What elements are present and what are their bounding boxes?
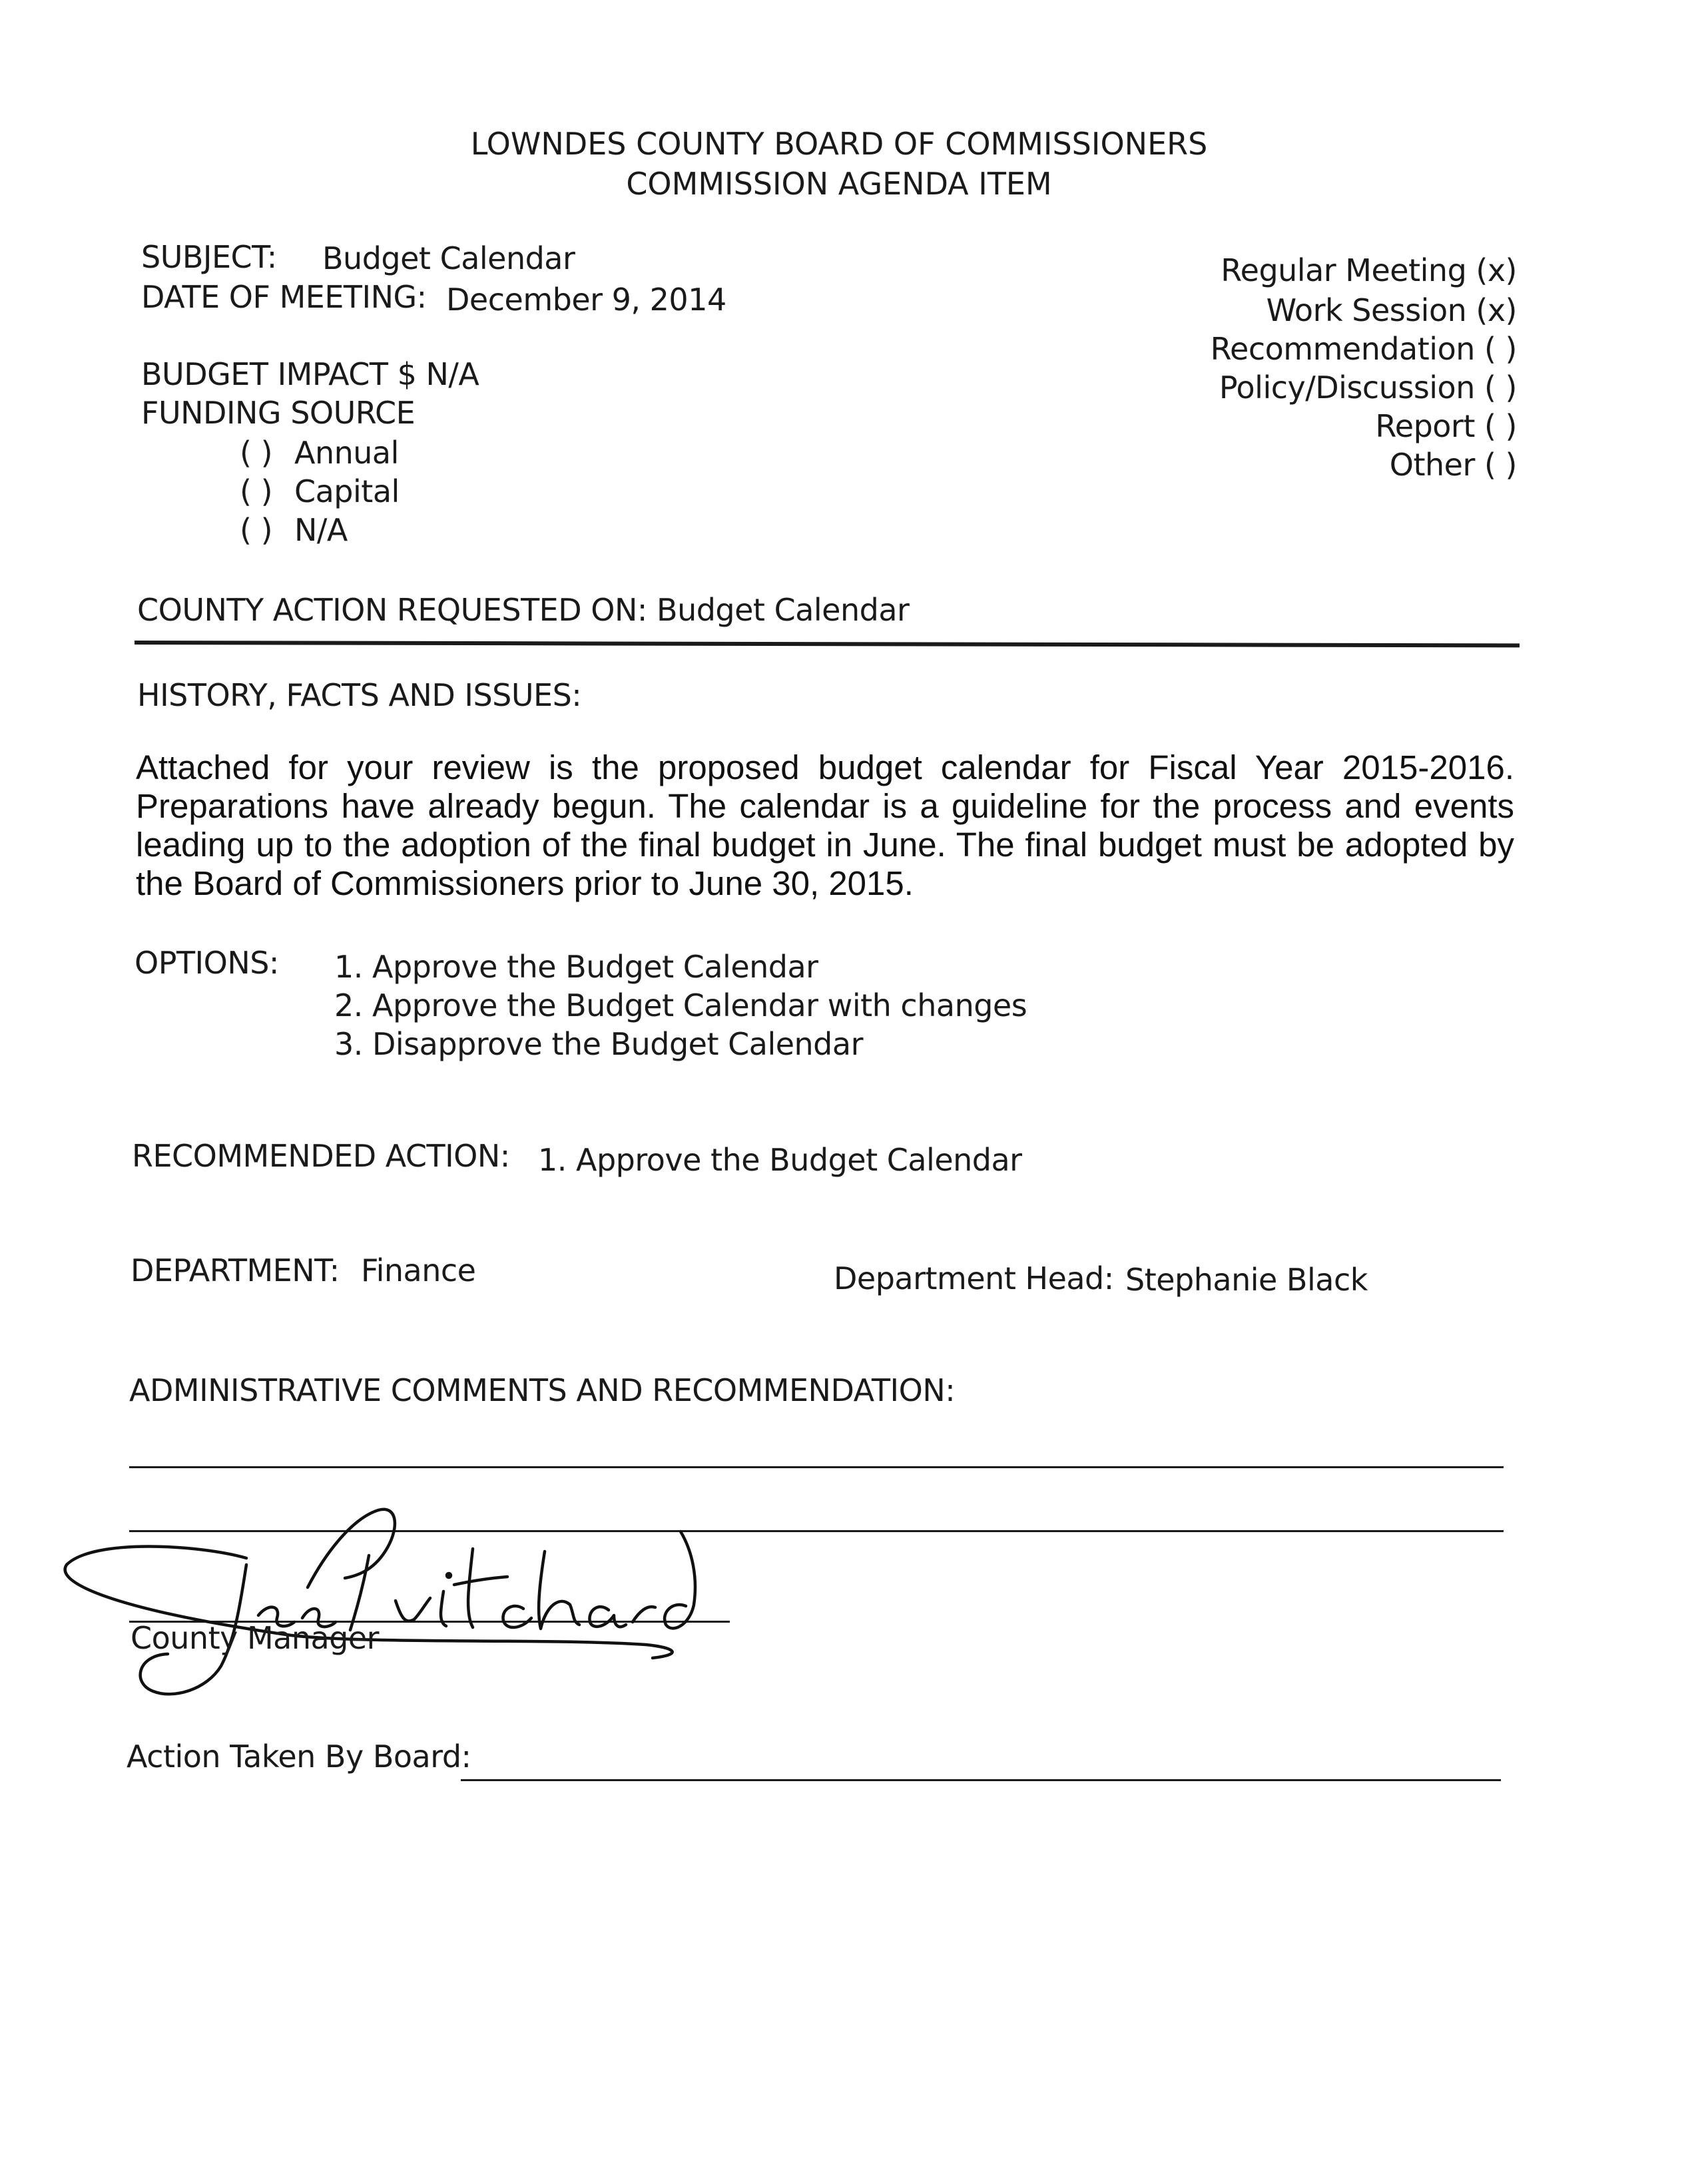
funding-na-label: N/A [294,512,348,548]
funding-annual-label: Annual [294,435,399,471]
department-head-label: Department Head: [834,1260,1114,1296]
action-taken-line [461,1779,1501,1781]
funding-na-box: ( ) [240,512,273,548]
funding-capital-label: Capital [294,473,400,509]
option-item-3: 3. Disapprove the Budget Calendar [334,1026,863,1062]
recommended-action-value: 1. Approve the Budget Calendar [538,1142,1022,1178]
option-item-1: 1. Approve the Budget Calendar [334,949,818,985]
option-item-2: 2. Approve the Budget Calendar with changes [334,987,1027,1023]
department-label: DEPARTMENT: [131,1252,340,1288]
funding-annual-box: ( ) [240,435,273,471]
budget-impact: BUDGET IMPACT $ N/A [141,356,479,392]
funding-source-label: FUNDING SOURCE [141,395,416,431]
subject-label: SUBJECT: [141,239,277,275]
department-value: Finance [361,1252,476,1288]
date-of-meeting-label: DATE OF MEETING: [141,279,427,315]
funding-capital-box: ( ) [240,473,273,509]
county-manager-label: County Manager [131,1620,380,1656]
meeting-type-recommendation: Recommendation ( ) [1210,331,1517,367]
meeting-type-work-session: Work Session (x) [1266,292,1517,328]
meeting-type-report: Report ( ) [1375,408,1517,444]
options-label: OPTIONS: [135,945,279,981]
subject-value: Budget Calendar [322,240,575,276]
action-taken-label: Action Taken By Board: [127,1739,471,1774]
date-of-meeting-value: December 9, 2014 [446,282,726,318]
history-paragraph: Attached for your review is the proposed budget calendar for Fiscal Year 2015-2016. Preparations have already begun. The calendar is a guideline for the process and events leading up to the adoption of the final budget in June. The final budget must be adopted by the Board of Commissioners prior to June 30, 2015. [136,748,1514,902]
recommended-action-label: RECOMMENDED ACTION: [132,1138,510,1174]
comment-line-1 [129,1466,1504,1468]
meeting-type-other: Other ( ) [1389,447,1517,483]
meeting-type-policy-discussion: Policy/Discussion ( ) [1219,370,1517,406]
history-heading: HISTORY, FACTS AND ISSUES: [137,677,582,713]
signature-image [47,1492,719,1711]
admin-comments-label: ADMINISTRATIVE COMMENTS AND RECOMMENDATION: [129,1372,956,1408]
department-head-value: Stephanie Black [1125,1262,1368,1298]
meeting-type-regular: Regular Meeting (x) [1221,252,1517,288]
county-action-requested: COUNTY ACTION REQUESTED ON: Budget Calendar [137,592,910,628]
document-subtitle: COMMISSION AGENDA ITEM [626,166,1052,202]
section-divider [135,641,1520,647]
document-title: LOWNDES COUNTY BOARD OF COMMISSIONERS [470,126,1208,162]
